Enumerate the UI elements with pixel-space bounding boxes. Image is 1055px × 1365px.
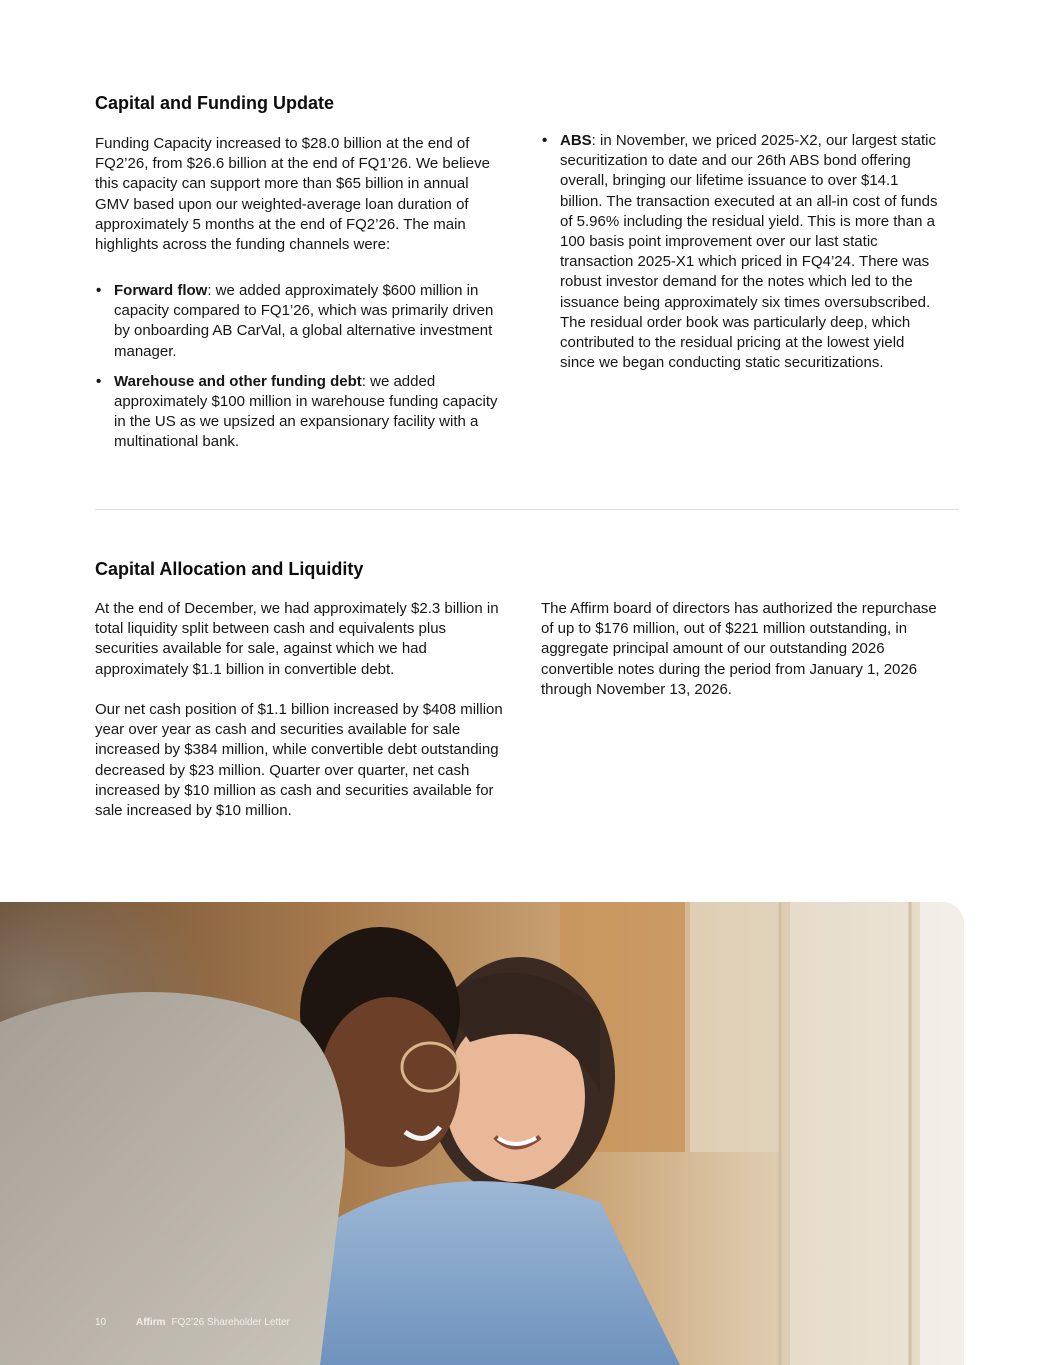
bullet-text: : in November, we priced 2025-X2, our largest static securitization to date and our 26th ABS bond offering overall, bringing our lifetime issuance to over $14.1 billion. The transaction executed at an all-in cost of funds of 5.96% including the residual yield. This is more than a 100 basis point improvement over our last static transaction 2025-X1 which priced in FQ4’24. There was robust investor demand for the notes which led to the issuance being approximately six times oversubscribed. The residual order book was particularly deep, which contributed to the residual pricing at the lowest yield since we began conducting static securitizations. <box>560 132 938 372</box>
bullet-term: ABS <box>560 132 592 149</box>
list-item-abs <box>541 131 941 373</box>
section-title-capital-allocation: Capital Allocation and Liquidity <box>95 559 364 579</box>
section-divider <box>95 509 959 510</box>
list-item-warehouse-debt <box>95 372 510 453</box>
bullet-term: Warehouse and other funding debt <box>114 372 362 390</box>
bullet-text: : we added approximately $100 million in warehouse funding capacity in the US as we upsized an expansionary facility with a multinational bank. <box>114 372 498 451</box>
funding-bullets-left <box>95 281 510 453</box>
page-number: 10 <box>95 1317 107 1328</box>
bullet-text: : we added approximately $600 million in capacity compared to FQ1’26, which was primarily driven by onboarding AB CarVal, a global alternative investment manager. <box>114 282 494 360</box>
page-footer <box>95 1316 290 1330</box>
net-cash-paragraph: Our net cash position of $1.1 billion increased by $408 million year over year as cash and securities available for sale increased by $384 million, while convertible debt outstanding decreased by $23 million. Quarter over quarter, net cash increased by $10 million as cash and securities available for sale increased by $10 million. <box>95 701 503 820</box>
bullet-term: Forward flow <box>114 282 208 299</box>
liquidity-paragraph: At the end of December, we had approximately $2.3 billion in total liquidity split between cash and equivalents plus securities available for sale, against which we had approximately $1.1 billion in convertible debt. <box>95 600 499 678</box>
footer-doc-title: FQ2’26 Shareholder Letter <box>171 1317 290 1328</box>
section-title-capital-funding: Capital and Funding Update <box>95 93 334 113</box>
footer-brand: Affirm <box>136 1317 166 1328</box>
people-photo <box>0 902 964 1365</box>
photo-illustration <box>0 902 964 1365</box>
repurchase-paragraph: The Affirm board of directors has authorized the repurchase of up to $176 million, out of $221 million outstanding, in aggregate principal amount of our outstanding 2026 convertible notes during the period from January 1, 2026 through November 13, 2026. <box>541 600 937 698</box>
list-item-forward-flow <box>95 281 510 362</box>
funding-bullets-right <box>541 131 941 373</box>
funding-intro-paragraph: Funding Capacity increased to $28.0 billion at the end of FQ2’26, from $26.6 billion at the end of FQ1’26. We believe this capacity can support more than $65 billion in annual GMV based upon our weighted-average loan duration of approximately 5 months at the end of FQ2’26. The main highlights across the funding channels were: <box>95 135 490 254</box>
